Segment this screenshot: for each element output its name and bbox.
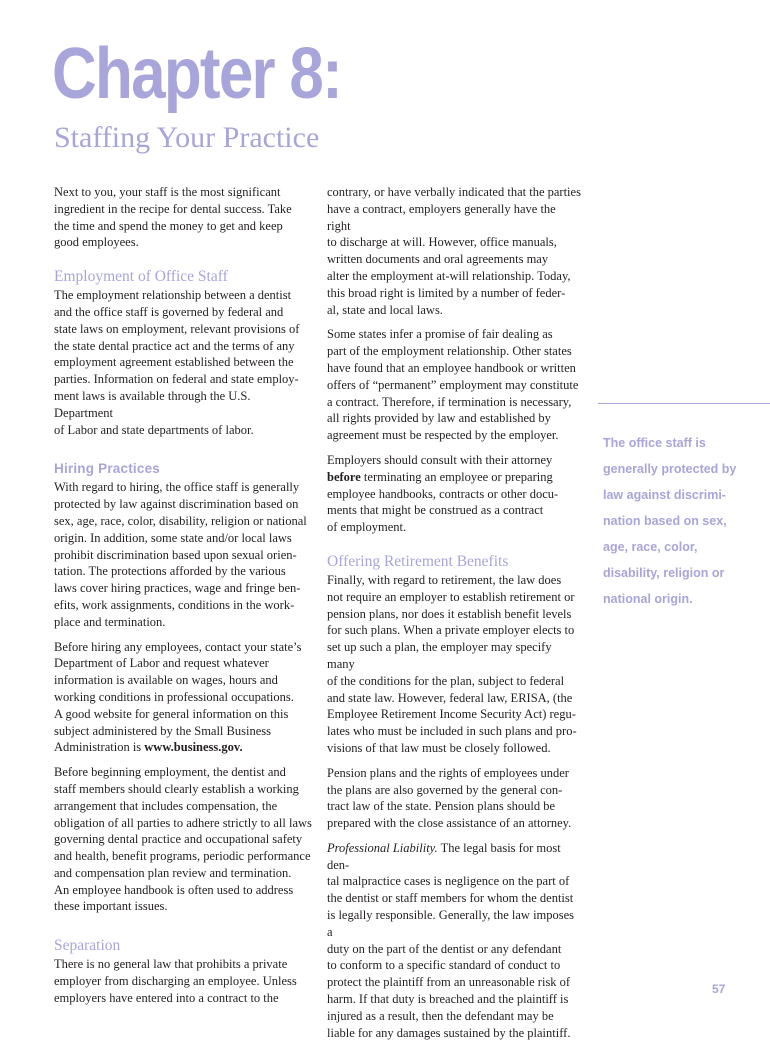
pull-quote-divider bbox=[598, 403, 770, 404]
retirement-heading: Offering Retirement Benefits bbox=[327, 552, 509, 570]
intro-paragraph: Next to you, your staff is the most significant ingredient in the recipe for dental success. Take the time and spend the money to get and keep good employees. bbox=[54, 185, 292, 250]
attorney-text-start: Employers should consult with their attorney bbox=[327, 452, 553, 467]
attorney-text-end: terminating an employee or preparing employee handbooks, contracts or other docu- ments that might be construed as a contract of employment. bbox=[327, 469, 559, 535]
retirement-paragraph: Finally, with regard to retirement, the law does not require an employer to establish retirement or pension plans, nor does it establish benefit levels for such plans. When a private employer elects to set up such a plan, the employer may specify many of the conditions for the plan, subject to federal and state law. However, federal law, ERISA, (the Employee Retirement Income Security Act) regu- lates who must be included in such plans and pro- visions of that law must be closely followed. bbox=[327, 572, 577, 755]
employment-paragraph: The employment relationship between a dentist and the office staff is governed by federal and state laws on employment, relevant provisions of the state dental practice act and the terms of any employment agreement established between the parties. Information on federal and state employ- ment laws is available through the U.S. Department of Labor and state departments of labor. bbox=[54, 288, 300, 437]
hiring-paragraph-2-text: Before hiring any employees, contact your state’s Department of Labor and request whatever information is available on wages, hours and working conditions in professional occupations. A good website for general information on this subject administered by the Small Business Administration is bbox=[54, 639, 302, 755]
separation-paragraph: There is no general law that prohibits a private employer from discharging an employee. Unless employers have entered into a contract to the bbox=[54, 957, 297, 1005]
liability-paragraph bbox=[327, 840, 582, 1041]
fair-dealing-paragraph: Some states infer a promise of fair dealing as part of the employment relationship. Other states have found that an employee handbook or written offers of “permanent” employment may constitute a contract. Therefore, if termination is necessary, all rights provided by law and established by agreement must be respected by the employer. bbox=[327, 327, 579, 443]
liability-label: Professional Liability. bbox=[327, 840, 438, 855]
hiring-paragraph-2 bbox=[54, 639, 312, 757]
separation-continued-paragraph: contrary, or have verbally indicated that the parties have a contract, employers generally have the right to discharge at will. However, office manuals, written documents and oral agreements may alter the employment at-will relationship. Today, this broad right is limited by a number of feder- al, state and local laws. bbox=[327, 185, 581, 317]
hiring-paragraph-3: Before beginning employment, the dentist and staff members should clearly establish a working arrangement that includes compensation, the obligation of all parties to adhere strictly to all laws governing dental practice and occupational safety and health, benefit programs, periodic performance and compensation plan review and termination. An employee handbook is often used to address these important issues. bbox=[54, 765, 312, 914]
pension-paragraph: Pension plans and the rights of employees under the plans are also governed by the general con- tract law of the state. Pension plans should be prepared with the close assistance of an attorney. bbox=[327, 765, 572, 831]
hiring-heading: Hiring Practices bbox=[54, 461, 160, 477]
separation-heading: Separation bbox=[54, 937, 121, 955]
attorney-bold-word: before bbox=[327, 469, 361, 484]
attorney-paragraph bbox=[327, 452, 582, 536]
left-column bbox=[54, 184, 312, 1007]
chapter-title: Chapter 8: bbox=[52, 34, 342, 114]
hiring-paragraph-1: With regard to hiring, the office staff is generally protected by law against discrimination based on sex, age, race, color, disability, religion or national origin. In addition, some state and/or local laws prohibit discrimination based upon sexual orien- tation. The protections afforded by the various laws cover hiring practices, wage and fringe ben- efits, work assignments, conditions in the work- place and termination. bbox=[54, 480, 307, 629]
chapter-subtitle: Staffing Your Practice bbox=[54, 121, 320, 154]
employment-heading: Employment of Office Staff bbox=[54, 268, 228, 286]
page-number: 57 bbox=[712, 982, 726, 996]
pull-quote: The office staff is generally protected by law against discrimi- nation based on sex, age, race, color, disability, religion or national origin. bbox=[603, 436, 737, 606]
right-column bbox=[327, 184, 582, 1041]
business-website-link[interactable]: www.business.gov. bbox=[144, 740, 243, 755]
liability-text: The legal basis for most den- tal malpractice cases is negligence on the part of the dentist or staff members for whom the dentist is legally responsible. Generally, the law imposes a duty on the part of the dentist or any defendant to conform to a specific standard of conduct to protect the plaintiff from an unreasonable risk of harm. If that duty is breached and the plaintiff is injured as a result, then the defendant may be liable for any damages sustained by the plaintiff. bbox=[327, 840, 575, 1040]
